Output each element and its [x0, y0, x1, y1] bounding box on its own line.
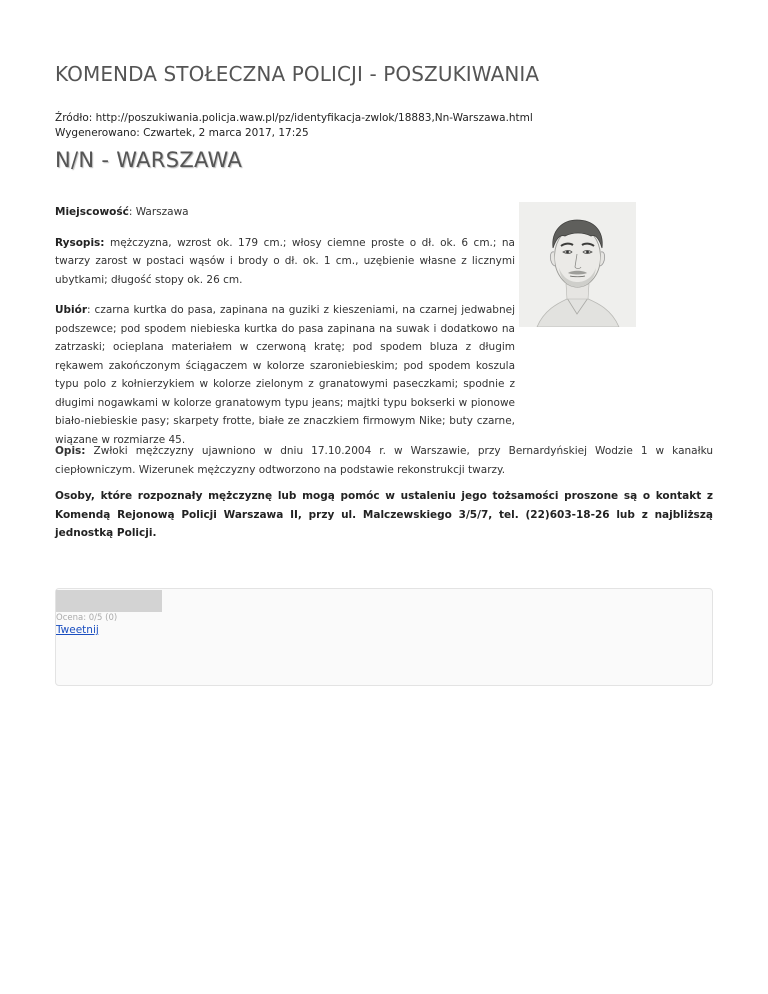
record-details: [55, 203, 515, 461]
site-title: KOMENDA STOŁECZNA POLICJI - POSZUKIWANIA: [55, 62, 540, 86]
clothing-label: Ubiór: [55, 304, 88, 316]
generated-line: Wygenerowano: Czwartek, 2 marca 2017, 17:25: [55, 126, 309, 139]
tweet-link[interactable]: Tweetnij: [56, 624, 99, 636]
opis-label: Opis:: [55, 445, 86, 457]
facial-reconstruction-image[interactable]: [519, 202, 636, 327]
description-value: mężczyzna, wzrost ok. 179 cm.; włosy ciemne proste o dł. ok. 6 cm.; na twarzy zarost w postaci wąsów i brody o dł. ok. 1 cm., uzębienie własne z licznymi ubytkami; długość stopy ok. 26 cm.: [55, 236, 515, 286]
location-label: Miejscowość: [55, 206, 129, 218]
clothing-paragraph: [55, 301, 515, 449]
clothing-value: : czarna kurtka do pasa, zapinana na guziki z kieszeniami, na czarnej jedwabnej podszewce; pod spodem niebieska kurtka do pasa zapinana na suwak i dodatkowo na zatrzaski; ocieplana materiałem w czerwoną kratę; pod spodem bluza z długim rękawem zakończonym ściągaczem w kolorze szaroniebieskim; pod spodem koszula typu polo z kołnierzykiem w kolorze zielonym z granatowymi paseczkami; spodnie z długimi nogawkami w kolorze granatowym typu jeans; majtki typu bokserki w pionowe biało-niebieskie pasy; skarpety frotte, białe ze znaczkiem firmowym Nike; buty czarne, wiązane w rozmiarze 45.: [55, 304, 515, 446]
rating-stars-bar[interactable]: [56, 590, 162, 612]
source-line: Źródło: http://poszukiwania.policja.waw.pl/pz/identyfikacja-zwlok/18883,Nn-Warszawa.html: [55, 112, 533, 124]
document-meta: [55, 111, 533, 140]
portrait-sketch: [519, 202, 636, 327]
description-label: Rysopis:: [55, 236, 105, 249]
record-title: N/N - WARSZAWA: [55, 148, 243, 172]
description-paragraph: [55, 234, 515, 290]
opis-value: Zwłoki mężczyzny ujawniono w dniu 17.10.2004 r. w Warszawie, przy Bernardyńskiej Wodzie 1 w kanałku ciepłowniczym. Wizerunek mężczyzny odtworzono na podstawie rekonstrukcji twarzy.: [55, 445, 713, 476]
rating-text: Ocena: 0/5 (0): [56, 613, 118, 623]
contact-notice: Osoby, które rozpoznały mężczyznę lub mogą pomóc w ustaleniu jego tożsamości proszone są o kontakt z Komendą Rejonową Policji Warszawa II, przy ul. Malczewskiego 3/5/7, tel. (22)603-18-26 lub z najbliższą jednostką Policji.: [55, 490, 713, 539]
opis-paragraph: [55, 442, 713, 479]
location-value: : Warszawa: [128, 206, 189, 218]
location-paragraph: [55, 203, 515, 222]
rating-panel: [55, 588, 713, 686]
